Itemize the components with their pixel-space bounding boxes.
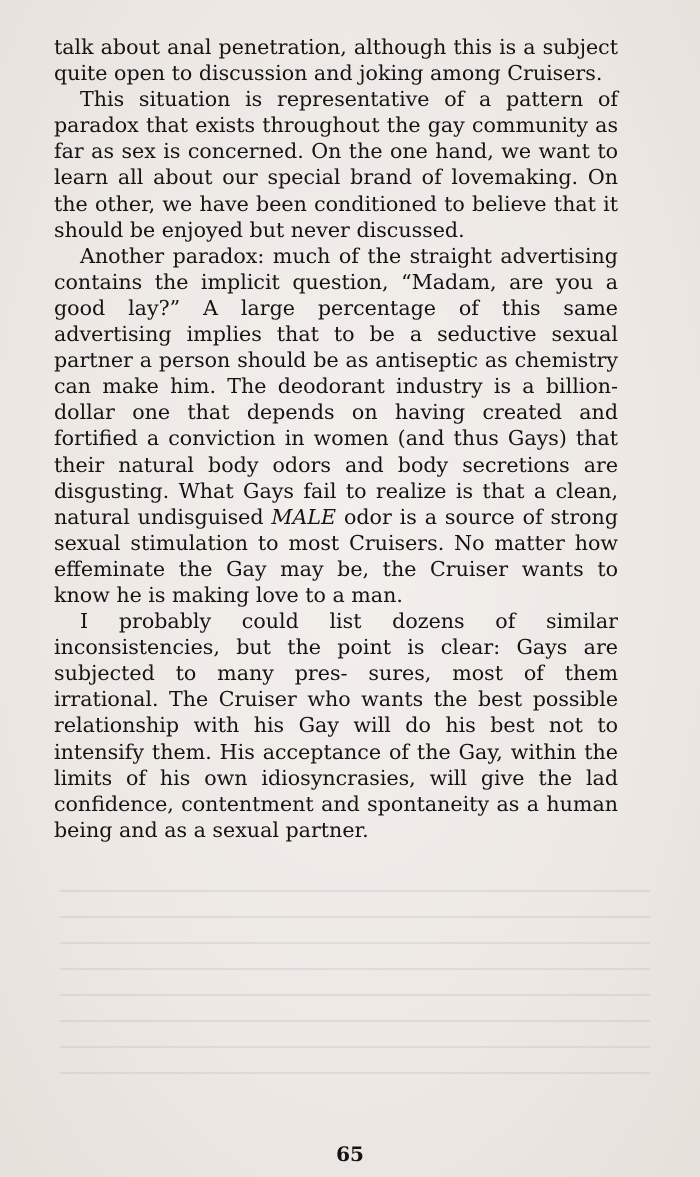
text-line: on having created and fortified a conviction in women xyxy=(54,400,618,451)
text-line: source of strong sexual stimulation to most Cruisers. No xyxy=(54,504,619,555)
paragraph xyxy=(54,34,618,86)
text-line: be enjoyed but never discussed. xyxy=(129,217,465,242)
text-line: should be as antiseptic as chemistry can make him. The xyxy=(54,348,618,399)
text-line: about our special brand of lovemaking. On the other, xyxy=(54,165,618,216)
text-line: I probably could list dozens of similar inconsistencies, xyxy=(54,609,618,660)
text-line: best not to intensify them. His acceptance of the Gay, xyxy=(54,713,619,764)
text-line: deodorant industry is a billion-dollar one that depends xyxy=(54,374,618,425)
text-line: (and thus Gays) that their natural body odors and xyxy=(54,426,618,477)
text-line: talk about anal penetration, although this is a subject xyxy=(54,35,618,59)
text-line: wants to know he is making love to a man. xyxy=(54,556,619,607)
text-line: that exists throughout the gay community as far as sex xyxy=(54,113,619,164)
text-line: quite open to discussion and joking among Cruisers. xyxy=(54,61,603,86)
text-line: Another paradox: much of the straight advertising xyxy=(80,243,618,268)
text-line: but the point is clear: Gays are subjected to many pres- xyxy=(54,635,618,686)
show-through-text xyxy=(60,890,650,1090)
text-line: we have been conditioned to believe that it should xyxy=(54,191,618,242)
text-line: is concerned. On the one hand, we want to learn all xyxy=(54,139,618,190)
text-line: lay?” A large percentage of this same advertising xyxy=(54,295,618,347)
paragraph xyxy=(54,243,618,608)
text-line: implies that to be a seductive sexual partner a person xyxy=(54,322,618,373)
text-line: within the limits of his own idiosyncrasies, will give xyxy=(54,739,618,790)
text-line: sures, most of them irrational. The Cruiser who wants xyxy=(54,661,619,712)
text-line: the best possible relationship with his Gay will do his xyxy=(54,687,619,738)
paragraph xyxy=(54,86,618,243)
text-line: body secretions are disgusting. What Gays fail to realize xyxy=(54,452,619,503)
text-line: contains the implicit question, “Madam, are you a good xyxy=(54,269,618,320)
text-line: This situation is representative of a pattern of paradox xyxy=(54,87,618,138)
text-line: human being and as a sexual partner. xyxy=(54,791,618,842)
text-line: the lad confidence, contentment and spontaneity as a xyxy=(54,765,618,816)
paragraph xyxy=(54,608,618,843)
body-text xyxy=(54,34,618,843)
text-line: matter how effeminate the Gay may be, the Cruiser xyxy=(54,530,618,581)
text-line: is that a clean, natural undisguised MALE odor is a xyxy=(54,478,619,529)
page-number: 65 xyxy=(336,1142,364,1166)
